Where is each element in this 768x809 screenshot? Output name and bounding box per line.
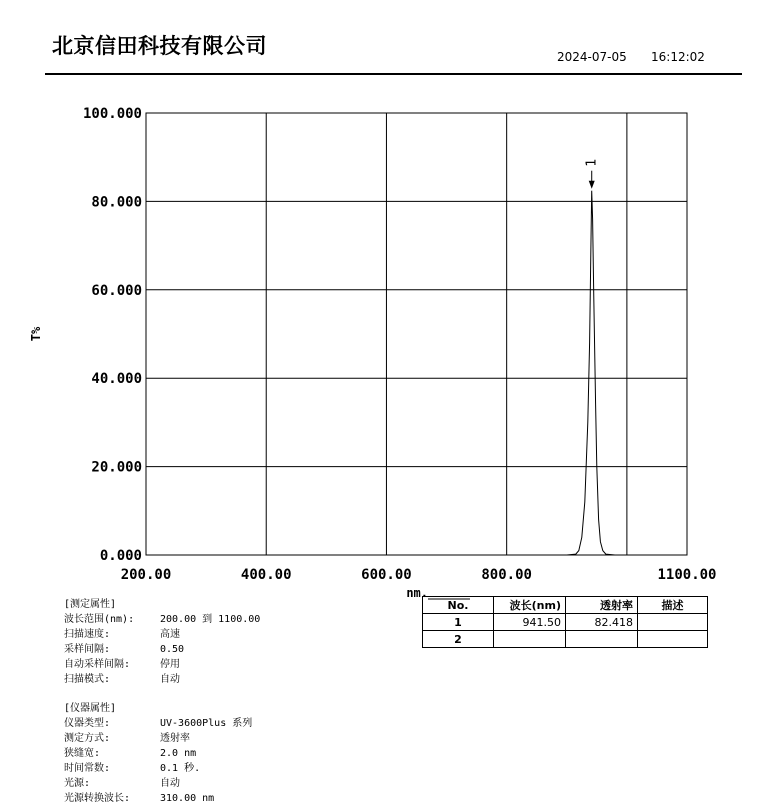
property-row: [64, 761, 252, 776]
property-value: 2.0 nm: [160, 748, 197, 759]
plot-frame: [146, 113, 687, 555]
property-label: 光源转换波长:: [64, 793, 131, 804]
property-label: 扫描模式:: [64, 674, 111, 685]
company-name: 北京信田科技有限公司: [52, 34, 267, 58]
property-value: 透射率: [160, 733, 190, 744]
cell-no: 1: [423, 614, 494, 631]
section-title: [测定属性]: [64, 599, 117, 610]
series-layer: [146, 191, 687, 555]
cell-wavelength: [494, 631, 566, 648]
peak-label: 1: [584, 158, 600, 167]
property-value: 200.00 到 1100.00: [160, 614, 261, 625]
property-row: [64, 627, 260, 642]
y-tick-label: 40.000: [91, 371, 142, 388]
y-tick-label: 60.000: [91, 282, 142, 299]
peak-results-table: [422, 596, 708, 648]
property-label: 采样间隔:: [64, 644, 111, 655]
peak-markers: [585, 159, 600, 189]
property-label: 光源:: [64, 778, 91, 789]
report-date: 2024-07-05: [557, 50, 627, 64]
x-tick-label: 400.00: [240, 567, 292, 583]
y-axis-label: T%: [29, 326, 43, 342]
x-axis-label: nm.: [406, 586, 428, 600]
property-label: 狭缝宽:: [64, 748, 101, 759]
series-line: [146, 191, 687, 555]
cell-no: 2: [423, 631, 494, 648]
measurement-properties: [64, 597, 260, 687]
y-tick-label: 80.000: [91, 194, 142, 211]
grid-lines: [146, 113, 687, 555]
property-value: 310.00 nm: [160, 793, 215, 804]
y-tick-labels: [83, 106, 142, 564]
table-header-row: [423, 597, 708, 614]
cell-transmittance: 82.418: [566, 614, 638, 631]
column-header-no: No.: [423, 597, 494, 614]
column-header-wavelength: 波长(nm): [494, 597, 566, 614]
property-row: [64, 731, 252, 746]
property-label: 自动采样间隔:: [64, 659, 131, 670]
x-tick-label: 600.00: [361, 567, 412, 583]
y-tick-label: 20.000: [91, 459, 142, 476]
property-row: [64, 612, 260, 627]
x-tick-labels: [121, 567, 717, 583]
instrument-properties: [64, 701, 252, 806]
property-label: 测定方式:: [64, 733, 111, 744]
property-row: [64, 746, 252, 761]
property-label: 仪器类型:: [64, 718, 111, 729]
x-tick-label: 800.00: [481, 567, 532, 583]
property-value: UV-3600Plus 系列: [160, 718, 253, 729]
report-time: 16:12:02: [651, 50, 705, 64]
cell-description: [638, 631, 708, 648]
y-tick-label: 0.000: [99, 548, 142, 564]
property-value: 0.1 秒.: [160, 763, 201, 774]
table-row: [423, 631, 708, 648]
section-title: [仪器属性]: [64, 703, 117, 714]
property-row: [64, 776, 252, 791]
table-row: [423, 614, 708, 631]
property-row: [64, 642, 260, 657]
property-value: 0.50: [160, 644, 185, 655]
property-value: 自动: [160, 778, 180, 789]
y-tick-label: 100.000: [82, 106, 142, 122]
property-row: [64, 672, 260, 687]
property-row: [64, 657, 260, 672]
property-label: 时间常数:: [64, 763, 111, 774]
property-value: 高速: [160, 629, 180, 640]
property-row: [64, 791, 252, 806]
property-label: 波长范围(nm):: [64, 614, 135, 625]
property-label: 扫描速度:: [64, 629, 111, 640]
property-value: 停用: [160, 659, 180, 670]
property-row: [64, 716, 252, 731]
cell-wavelength: 941.50: [494, 614, 566, 631]
x-tick-label: 200.00: [120, 567, 172, 583]
cell-transmittance: [566, 631, 638, 648]
column-header-description: 描述: [638, 597, 708, 614]
column-header-transmittance: 透射率: [566, 597, 638, 614]
peak-arrow-head: [589, 181, 595, 189]
x-tick-label: 1100.00: [657, 567, 717, 583]
property-value: 自动: [160, 674, 180, 685]
cell-description: [638, 614, 708, 631]
